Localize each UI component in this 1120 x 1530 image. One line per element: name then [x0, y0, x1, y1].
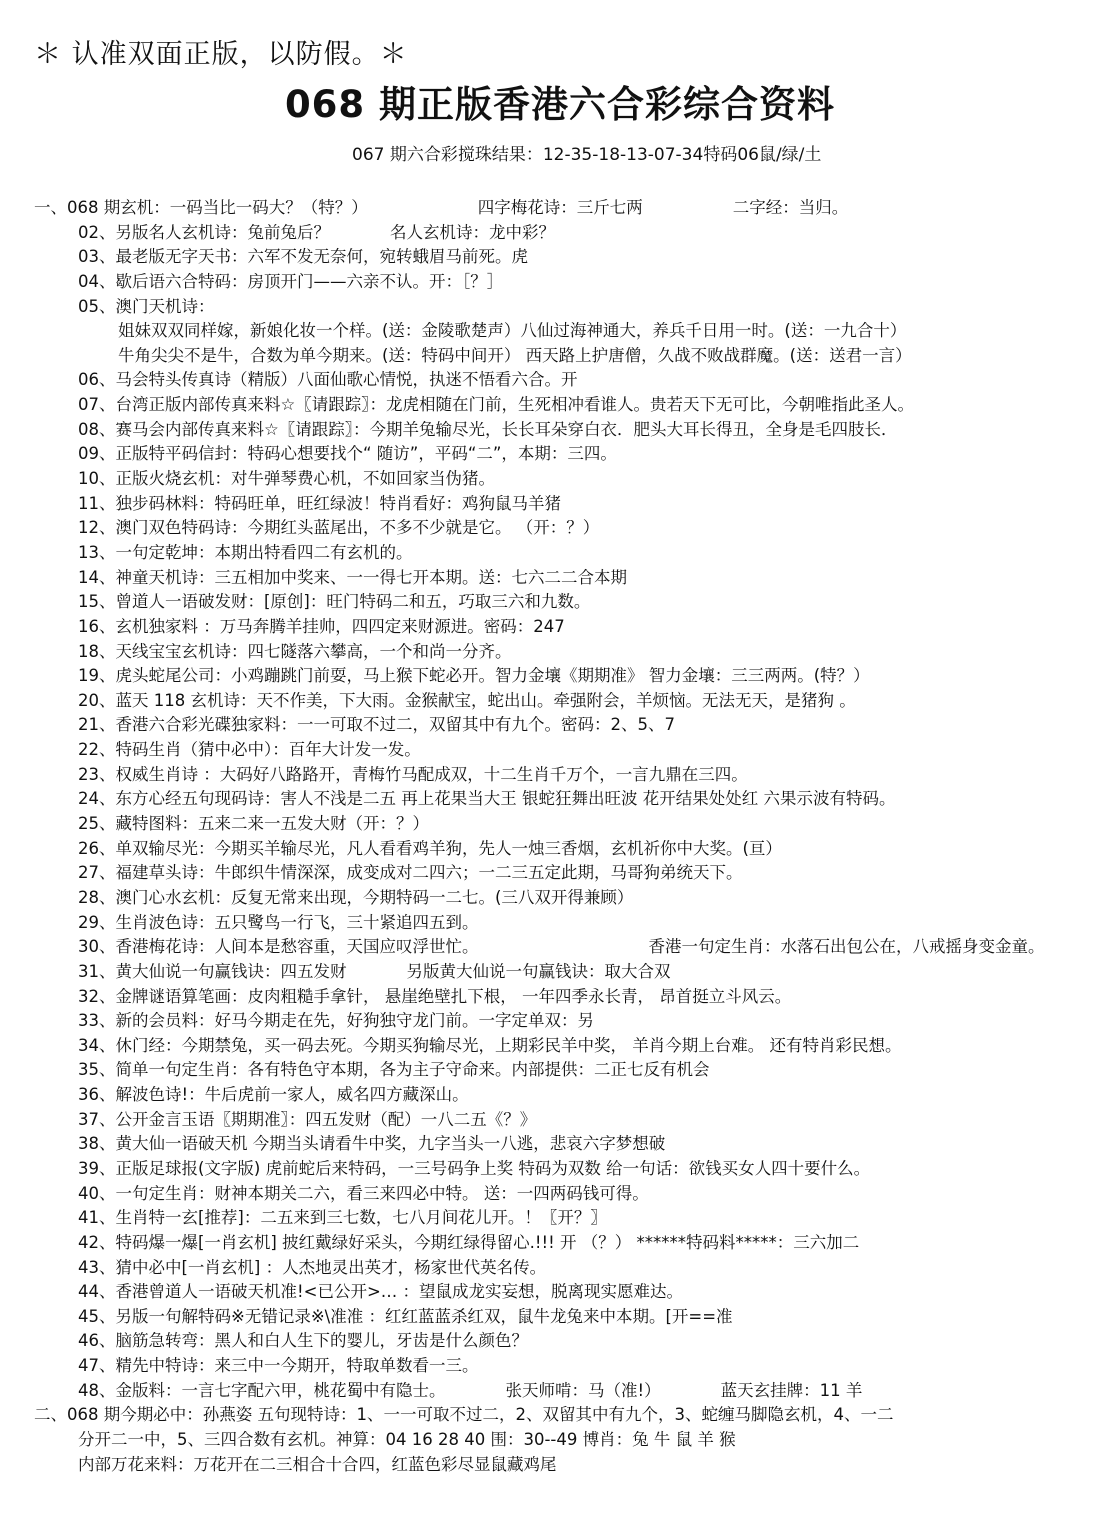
- line-text: 黄大仙说一句赢钱诀：四五发财: [115, 961, 347, 981]
- line-number: 06、: [78, 370, 116, 390]
- content-line: [34, 787, 1114, 812]
- line-text: 赛马会内部传真来料☆〖请跟踪〗：今期羊兔输尽光，长长耳朵穿白衣．肥头大耳长得丑，全身是毛四肢长．: [115, 419, 898, 439]
- line-text: 歇后语六合特码：房顶开门——六亲不认。开：［？］: [115, 271, 504, 291]
- line-text: 猜中必中[一肖玄机] ：人杰地灵出英才，杨家世代英名传。: [115, 1257, 547, 1277]
- content-line: [34, 492, 1114, 517]
- line-number: 26、: [78, 838, 116, 858]
- line-text: 另版名人玄机诗：兔前兔后？: [115, 222, 330, 242]
- content-line: [34, 393, 1114, 418]
- line-text: 黄大仙一语破天机 今期当头请看牛中奖，九字当头一八逃，悲哀六字梦想破: [115, 1134, 666, 1154]
- line-text: 蓝天 118 玄机诗：天不作美，下大雨。金猴献宝，蛇出山。牵强附会，羊烦恼。无法无天，是猪狗 。: [115, 690, 856, 710]
- content-line: [34, 467, 1114, 492]
- line-text: 新的会员料：好马今期走在先，好狗独守龙门前。一字定单双：另: [115, 1011, 594, 1031]
- line-text: 简单一句定生肖：各有特色守本期，各为主子守命来。内部提供：二正七反有机会: [115, 1060, 710, 1080]
- content-line: [34, 837, 1114, 862]
- content-line: [34, 418, 1114, 443]
- line-text: 脑筋急转弯：黑人和白人生下的婴儿，牙齿是什么颜色？: [115, 1331, 528, 1351]
- content-line: [34, 541, 1114, 566]
- line-text: 藏特图料：五来二来一五发大财（开：？）: [115, 814, 429, 834]
- notice-text: ＊ 认准双面正版，以防假。＊: [34, 39, 408, 70]
- line-text: 正版火烧玄机：对牛弹琴费心机，不如回家当伪猪。: [115, 469, 495, 489]
- line-number: 36、: [78, 1085, 116, 1105]
- line-number: 29、: [78, 912, 116, 932]
- line-text: 一句定生肖：财神本期关二六，看三来四必中特。 送：一四两码钱可得。: [115, 1183, 649, 1203]
- line-number: 38、: [78, 1134, 116, 1154]
- content-line: [34, 861, 1114, 886]
- line-number: 24、: [78, 789, 116, 809]
- line-number: 34、: [78, 1035, 116, 1055]
- content-line: [34, 1231, 1114, 1256]
- content-line: [34, 196, 1114, 221]
- line-extra-text: 蓝天玄挂牌：11 羊: [720, 1380, 863, 1400]
- line-text: 正版足球报(文字版) 虎前蛇后来特码，一三号码争上奖 特码为双数 给一句话：欲钱买女人四十要什么。: [115, 1158, 871, 1178]
- content-line: [34, 1354, 1114, 1379]
- line-number: 10、: [78, 469, 116, 489]
- line-number: 07、: [78, 395, 116, 415]
- content-line: [34, 295, 1114, 320]
- line-number: 35、: [78, 1060, 116, 1080]
- line-number: 43、: [78, 1257, 116, 1277]
- line-number: 27、: [78, 863, 116, 883]
- line-number: 45、: [78, 1306, 116, 1326]
- line-number: 04、: [78, 271, 116, 291]
- line-text: 特码爆一爆[一肖玄机] 披红戴绿好采头，今期红绿得留心.!!! 开 （？） ******特码料*****：三六加二: [115, 1232, 860, 1252]
- last-draw-result: 067 期六合彩搅珠结果：12-35-18-13-07-34特码06鼠/绿/土: [352, 145, 822, 165]
- line-number: 03、: [78, 247, 116, 267]
- line-number: 05、: [78, 296, 116, 316]
- line-number: 13、: [78, 542, 116, 562]
- line-text: 曾道人一语破发财：[原创]：旺门特码二和五，巧取三六和九数。: [115, 592, 591, 612]
- content-line: [34, 911, 1114, 936]
- content-line: [34, 935, 1114, 960]
- line-number: 21、: [78, 715, 116, 735]
- line-text: 正版特平码信封：特码心想要找个“ 随访”，平码“二”，本期：三四。: [115, 444, 617, 464]
- line-text: 金版料：一言七字配六甲，桃花蜀中有隐士。: [115, 1380, 446, 1400]
- content-line: [34, 1034, 1114, 1059]
- line-number: 48、: [78, 1380, 116, 1400]
- line-number: 15、: [78, 592, 116, 612]
- line-number: 09、: [78, 444, 116, 464]
- content-line: [34, 689, 1114, 714]
- line-text: 台湾正版内部传真来料☆〖请跟踪〗：龙虎相随在门前，生死相冲看谁人。贵若天下无可比，今朝唯指此圣人。: [115, 395, 915, 415]
- content-line: [34, 1305, 1114, 1330]
- content-line: [34, 1108, 1114, 1133]
- content-line: [34, 1280, 1114, 1305]
- line-text: 一句定乾坤：本期出特看四二有玄机的。: [115, 542, 413, 562]
- line-number: 41、: [78, 1208, 116, 1228]
- line-text: 澳门天机诗：: [115, 296, 215, 316]
- line-number: 11、: [78, 493, 116, 513]
- line-number: 28、: [78, 887, 116, 907]
- line-text: 精先中特诗：来三中一今期开，特取单数看一三。: [115, 1356, 479, 1376]
- content-line: [34, 442, 1114, 467]
- content-line: [34, 738, 1114, 763]
- line-text: 另版一句解特码※无错记录※\准准 ：红红蓝蓝杀红双，鼠牛龙兔来中本期。[开==准: [115, 1306, 733, 1326]
- line-text: 马会特头传真诗（精版）八面仙歌心情悦，执迷不悟看六合。开: [115, 370, 578, 390]
- line-extra-text: 张天师啃：马（准!）: [505, 1380, 661, 1400]
- line-number: 31、: [78, 961, 116, 981]
- content-line: [34, 516, 1114, 541]
- content-line: [34, 1132, 1114, 1157]
- content-line: [34, 590, 1114, 615]
- content-line: [34, 664, 1114, 689]
- line-text: 东方心经五句现码诗：害人不浅是二五 再上花果当大王 银蛇狂舞出旺波 花开结果处处红 六果示波有特码。: [115, 789, 896, 809]
- line-text: 牛角尖尖不是牛，合数为单今期来。(送：特码中间开） 西天路上护唐僧，久战不败战群魔。(送：送君一言）: [118, 345, 912, 365]
- line-number: 46、: [78, 1331, 116, 1351]
- content-line: [34, 1256, 1114, 1281]
- line-number: 37、: [78, 1109, 116, 1129]
- line-extra-text: 四字梅花诗：三斤七两: [477, 198, 643, 217]
- content-line: [34, 713, 1114, 738]
- content-line: [34, 319, 1114, 344]
- line-number: 二、: [34, 1405, 67, 1425]
- line-number: 30、: [78, 937, 116, 957]
- line-text: 香港六合彩光碟独家料：一一可取不过二，双留其中有九个。密码：2、5、7: [115, 715, 675, 735]
- line-number: 23、: [78, 764, 116, 784]
- content-line: [34, 615, 1114, 640]
- line-text: 解波色诗!：牛后虎前一家人，威名四方藏深山。: [115, 1085, 469, 1105]
- line-text: 内部万花来料：万花开在二三相合十合四，红蓝色彩尽显鼠藏鸡尾: [78, 1454, 557, 1474]
- line-number: 42、: [78, 1232, 116, 1252]
- line-text: 神童天机诗：三五相加中奖来、一一得七开本期。送：七六二二合本期: [115, 567, 627, 587]
- line-text: 独步码林料：特码旺单，旺红绿波！特肖看好：鸡狗鼠马羊猪: [115, 493, 561, 513]
- line-number: 39、: [78, 1158, 116, 1178]
- line-number: 44、: [78, 1282, 116, 1302]
- line-text: 休门经：今期禁兔，买一码去死。今期买狗输尽光，上期彩民羊中奖， 羊肖今期上台难。 还有特肖彩民想。: [115, 1035, 902, 1055]
- content-line: [34, 270, 1114, 295]
- line-text: 天线宝宝玄机诗：四七隧落六攀高，一个和尚一分齐。: [115, 641, 512, 661]
- content-line: [34, 344, 1114, 369]
- content-line: [34, 763, 1114, 788]
- line-text: 生肖特一玄[推荐]：二五来到三七数，七八月间花儿开。！〖开？〗: [115, 1208, 607, 1228]
- line-number: 14、: [78, 567, 116, 587]
- line-text: 特码生肖（猜中必中）：百年大计发一发。: [115, 740, 421, 760]
- content-line: [34, 960, 1114, 985]
- line-number: 25、: [78, 814, 116, 834]
- line-text: 玄机独家料 ：万马奔腾羊挂帅，四四定来财源进。密码：247: [115, 616, 565, 636]
- line-text: 澳门心水玄机：反复无常来出现，今期特码一二七。(三八双开得兼顾）: [115, 887, 634, 907]
- line-number: 40、: [78, 1183, 116, 1203]
- line-text: 虎头蛇尾公司：小鸡蹦跳门前耍，马上猴下蛇必开。智力金壤《期期准》 智力金壤：三三两两。(特？）: [115, 666, 870, 686]
- line-text: 分开二一中，5、三四合数有玄机。神算：04 16 28 40 围：30--49 博肖：兔 牛 鼠 羊 猴: [78, 1430, 736, 1450]
- content-line: [34, 1058, 1114, 1083]
- content-line: [34, 886, 1114, 911]
- line-text: 068 期今期必中：孙燕姿 五句现特诗：1、一一可取不过二，2、双留其中有九个，3、蛇缠马脚隐玄机，4、一二: [67, 1405, 894, 1425]
- content-line: [34, 985, 1114, 1010]
- line-text: 单双输尽光：今期买羊输尽光，凡人看看鸡羊狗，先人一烛三香烟，玄机祈你中大奖。(亘）: [115, 838, 782, 858]
- content-line: [34, 368, 1114, 393]
- line-number: 32、: [78, 986, 116, 1006]
- line-text: 公开金言玉语〖期期准〗：四五发财（配）一八二五《？》: [115, 1109, 537, 1129]
- line-text: 生肖波色诗：五只鹭鸟一行飞，三十紧追四五到。: [115, 912, 479, 932]
- line-number: 02、: [78, 222, 116, 242]
- line-text: 香港曾道人一语破天机准!<已公开>… ：望鼠成龙实妄想，脱离现实愿难达。: [115, 1282, 684, 1302]
- line-number: 22、: [78, 740, 116, 760]
- line-number: 一、: [34, 198, 67, 217]
- page-title: 068 期正版香港六合彩综合资料: [284, 83, 836, 126]
- line-number: 18、: [78, 641, 116, 661]
- content-line: [34, 1379, 1114, 1404]
- line-number: 19、: [78, 666, 116, 686]
- content-line: [34, 566, 1114, 591]
- line-text: 最老版无字天书：六军不发无奈何，宛转蛾眉马前死。虎: [115, 247, 528, 267]
- content-line: [34, 221, 1114, 246]
- content-line: [34, 1453, 1114, 1478]
- line-extra-text: 香港一句定生肖：水落石出包公在，八戒摇身变金童。: [648, 937, 1045, 957]
- line-text: 068 期玄机：一码当比一码大？（特？）: [67, 198, 368, 217]
- line-text: 香港梅花诗：人间本是愁容重，天国应叹浮世忙。: [115, 937, 479, 957]
- line-number: 08、: [78, 419, 116, 439]
- line-extra-text: 另版黄大仙说一句赢钱诀：取大合双: [406, 961, 671, 981]
- line-number: 12、: [78, 518, 116, 538]
- content-line: [34, 245, 1114, 270]
- content-lines: [34, 196, 1114, 1477]
- line-text: 金牌谜语算笔画：皮肉粗糙手拿针， 悬崖绝壁扎下根， 一年四季永长青， 昂首挺立斗风云。: [115, 986, 792, 1006]
- line-number: 33、: [78, 1011, 116, 1031]
- line-text: 福建草头诗：牛郎织牛情深深，成变成对二四六；一二三五定此期，马哥狗弟统天下。: [115, 863, 743, 883]
- content-line: [34, 1157, 1114, 1182]
- content-line: [34, 812, 1114, 837]
- line-number: 20、: [78, 690, 116, 710]
- content-line: [34, 1403, 1114, 1428]
- content-line: [34, 1009, 1114, 1034]
- content-line: [34, 1329, 1114, 1354]
- content-line: [34, 1206, 1114, 1231]
- content-line: [34, 1428, 1114, 1453]
- line-number: 16、: [78, 616, 116, 636]
- content-line: [34, 640, 1114, 665]
- line-text: 澳门双色特码诗：今期红头蓝尾出，不多不少就是它。 （开：？）: [115, 518, 600, 538]
- line-extra-text: 名人玄机诗：龙中彩？: [390, 222, 555, 242]
- content-line: [34, 1083, 1114, 1108]
- line-text: 姐妹双双同样嫁，新娘化妆一个样。(送：金陵歌楚声）八仙过海神通大，养兵千日用一时。(送：一九合十）: [118, 321, 907, 341]
- line-number: 47、: [78, 1356, 116, 1376]
- line-extra-text: 二字经：当归。: [732, 198, 849, 217]
- content-line: [34, 1182, 1114, 1207]
- line-text: 权威生肖诗 ：大码好八路路开，青梅竹马配成双，十二生肖千万个，一言九鼎在三四。: [115, 764, 748, 784]
